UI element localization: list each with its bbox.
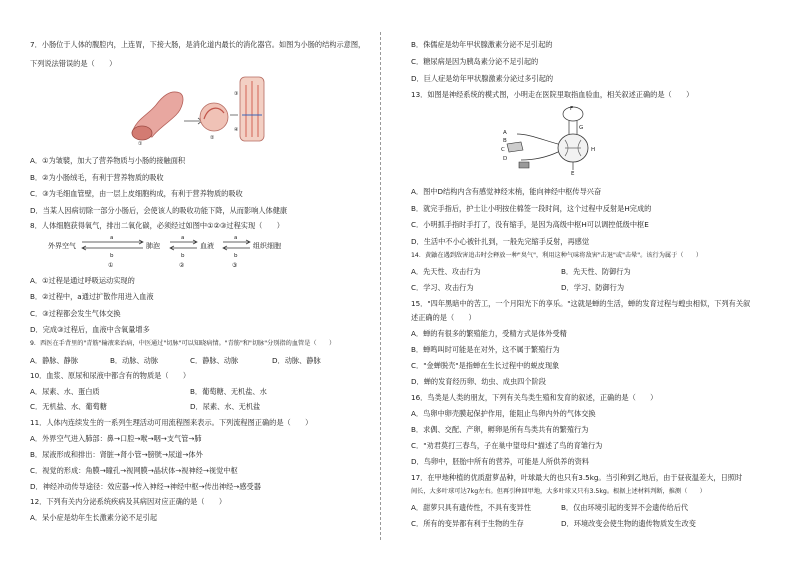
q7-stem-line2: 下列说法错误的是（ ） <box>30 59 117 68</box>
fig-label-1: ① <box>138 141 143 145</box>
node-blood: 血液 <box>200 242 214 250</box>
q12-option-a: A．呆小症是幼年生长激素分泌不足引起 <box>30 513 158 522</box>
q15-option-a: A．蝉的有很多的繁殖能力，受精方式是体外受精 <box>411 329 567 338</box>
label-a-1: a <box>110 235 114 241</box>
label-g: G <box>579 125 584 131</box>
q12-option-c: C．糖尿病是因为胰岛素分泌不足引起的 <box>411 57 539 66</box>
finger <box>507 142 523 152</box>
q15-option-b: B．蝉鸣叫时可能是在对外，这不属于繁殖行为 <box>411 345 560 354</box>
label-e: E <box>571 171 575 176</box>
q17-option-a: A．甜萝只具有遗传性，不具有变异性 <box>411 503 531 512</box>
gas-exchange-diagram <box>48 232 308 270</box>
q11-option-c: C．视觉的形成：角膜→瞳孔→视网膜→晶状体→视神经→视觉中枢 <box>30 466 238 475</box>
column-divider <box>380 32 381 540</box>
reflex-arc-figure <box>499 104 609 176</box>
label-a: A <box>503 130 507 136</box>
q8-option-b: B．②过程中，a通过扩散作用进入血液 <box>30 292 154 301</box>
q8-option-c: C．③过程都会发生气体交换 <box>30 309 121 318</box>
q15-option-d: D．蝉的发育经历卵、幼虫、成虫四个阶段 <box>411 377 546 386</box>
q11-option-a: A．外界空气进入肺部：鼻→口腔→喉→咽→支气管→肺 <box>30 434 202 443</box>
label-a-3: a <box>234 235 238 241</box>
q13-stem: 13．如图是神经系统的模式图，小明走在医院里取指血验血，相关叙述正确的是（ ） <box>411 90 694 99</box>
q7-option-a: A．①为皱襞，加大了营养物质与小肠的接触面积 <box>30 156 186 165</box>
q7-option-d: D．当某人因病切除一部分小肠后，会使该人的吸收功能下降，从而影响人体健康 <box>30 206 288 215</box>
q10-option-c: C．无机盐、水、葡萄糖 <box>30 402 107 411</box>
label-b-1: b <box>110 253 114 259</box>
q16-option-d: D．鸟卵中，胚胎中所有的营养，可能是人所供养的资料 <box>411 457 590 466</box>
q13-option-d: D．生活中不小心被针扎到，一般先完缩手反射，再感觉 <box>411 237 590 246</box>
q11-stem: 11．人体内连续发生的一系列生理活动可用流程图来表示。下列流程图正确的是（ ） <box>30 418 313 427</box>
label-d: D <box>503 156 508 162</box>
arrow-1-b <box>82 246 143 250</box>
q17-stem-line1: 17．在甲地种植的优质甜萝品种，叶球最大的也只有3.5kg。当引种到乙地后，由于昼夜温差大，日照时 <box>411 473 743 482</box>
q16-option-a: A．鸟卵中卵壳膜起保护作用，能阻止鸟卵内外的气体交换 <box>411 409 596 418</box>
muscle <box>519 162 529 168</box>
q11-option-d: D．神经冲动传导途径：效应器→传入神经→神经中枢→传出神经→感受器 <box>30 482 261 491</box>
node-outside-air: 外界空气 <box>48 242 76 250</box>
efferent-nerve <box>521 152 558 160</box>
q12-option-d: D．巨人症是幼年甲状腺激素分泌过多引起的 <box>411 74 554 83</box>
q14-option-c: C．学习、攻击行为 <box>411 283 474 292</box>
afferent-nerve <box>517 134 558 144</box>
label-a-2: a <box>181 235 185 241</box>
label-f: F <box>570 106 574 112</box>
label-b-3: b <box>234 253 238 259</box>
q13-option-c: C．小明抓手指时手打了，没有缩手，是因为高级中枢H可以调控低级中枢E <box>411 220 649 229</box>
q17-option-d: D．环境改变会使生物的遗传物质发生改变 <box>561 519 696 528</box>
arrow-2-b <box>170 246 197 250</box>
q16-stem: 16．鸟类是人类的朋友，下列有关鸟类生殖和发育的叙述，正确的是（ ） <box>411 393 658 402</box>
q15-option-c: C．"金蝉脱壳"是指蝉在生长过程中的蜕皮现象 <box>411 361 560 370</box>
node-alveoli: 肺泡 <box>146 242 160 250</box>
q15-stem-line1: 15．"四年黑暗中的苦工，一个月阳光下的享乐。"这就是蝉的生活，蝉的发育过程与蝗虫相似，下列有关叙 <box>411 299 751 308</box>
q7-stem-line1: 7．小肠位于人体的腹腔内，上连胃，下接大肠，是消化道内最长的消化器官。如图为小肠的结构示意图， <box>30 40 366 49</box>
q13-option-b: B．就完手指后，护士让小明按住棉签一段时间，这个过程中反射是H完成的 <box>411 204 652 213</box>
q10-option-a: A．尿素、水、蛋白质 <box>30 387 100 396</box>
num-1: ① <box>108 262 114 269</box>
q13-option-a: A．图中D结构内含有感觉神经末梢，能向神经中枢传导兴奋 <box>411 187 602 196</box>
label-c: C <box>501 147 505 153</box>
q14-option-a: A．先天性、攻击行为 <box>411 267 481 276</box>
q9-stem: 9．西医在手背里的"青筋"输液来治病，中医通过"切脉"可以知晓病情。"青筋"和"切脉"分别指的血管是（ ） <box>30 340 336 347</box>
q8-option-d: D．完成③过程后，血液中含氧量增多 <box>30 325 150 334</box>
q10-option-d: D．尿素、水、无机盐 <box>190 402 261 411</box>
num-2: ② <box>179 262 185 269</box>
label-b-2: b <box>181 253 185 259</box>
q7-option-c: C．③为毛细血管壁，由一层上皮细胞构成，有利于营养物质的吸收 <box>30 189 243 198</box>
label-b: B <box>503 138 507 144</box>
fig-label-2: ② <box>210 135 215 141</box>
node-tissue-cells: 组织细胞 <box>253 242 281 250</box>
q12-stem: 12．下列有关内分泌系统疾病及其病因对应正确的是（ ） <box>30 497 227 506</box>
small-intestine-figure <box>126 75 268 145</box>
q9-option-c: C．静脉、动脉 <box>190 356 239 365</box>
q14-option-b: B．先天性、防御行为 <box>561 267 631 276</box>
q14-stem: 14．黄鼬在遇到敌害追击时会释放一种"臭气"，利用这种气味将敌害"击退"或"击晕"。该行为属于（ ） <box>411 252 703 259</box>
q12-option-b: B．侏儒症是幼年甲状腺激素分泌不足引起的 <box>411 40 553 49</box>
q16-option-c: C．"劝君莫打三春鸟，子在巢中望母归"描述了鸟的育雏行为 <box>411 441 603 450</box>
q8-stem: 8．人体细胞获得氧气，排出二氧化碳，必须经过如图中①②③过程实现（ ） <box>30 221 284 230</box>
q17-option-c: C．所有的变异都有利于生物的生存 <box>411 519 524 528</box>
q9-option-a: A．静脉、静脉 <box>30 356 79 365</box>
label-h: H <box>591 147 596 153</box>
q9-option-d: D．动脉、静脉 <box>272 356 321 365</box>
q17-stem-line2: 间长，大多叶球可达7kg左右。但再引种回甲地，大多叶球又只有3.5kg。根据上述材料判断，推测（ ） <box>411 488 706 495</box>
q14-option-d: D．学习、防御行为 <box>561 283 625 292</box>
q16-option-b: B．求偶、交配、产卵，孵卵是所有鸟类共有的繁殖行为 <box>411 425 589 434</box>
q15-stem-line2: 述正确的是（ ） <box>411 313 476 322</box>
fig-label-4: ④ <box>234 127 239 133</box>
intestine-cross-section <box>132 126 152 140</box>
q7-option-b: B．②为小肠绒毛，有利于营养物质的吸收 <box>30 173 164 182</box>
spinal-tracts <box>569 121 577 134</box>
q10-stem: 10．血浆、原尿和尿液中都含有的物质是（ ） <box>30 371 191 380</box>
q8-option-a: A．①过程是通过呼吸运动实现的 <box>30 276 135 285</box>
q10-option-b: B．葡萄糖、无机盐、水 <box>190 387 267 396</box>
fig-label-3: ③ <box>234 91 239 97</box>
arrows <box>82 240 250 250</box>
num-3: ③ <box>232 262 238 269</box>
q11-option-b: B．尿液形成和排出：肾脏→肾小管→膀胱→尿道→体外 <box>30 450 203 459</box>
arrow-3-b <box>223 246 250 250</box>
q9-option-b: B．动脉、动脉 <box>110 356 159 365</box>
q17-option-b: B．仅由环境引起的变异不会遗传给后代 <box>561 503 689 512</box>
